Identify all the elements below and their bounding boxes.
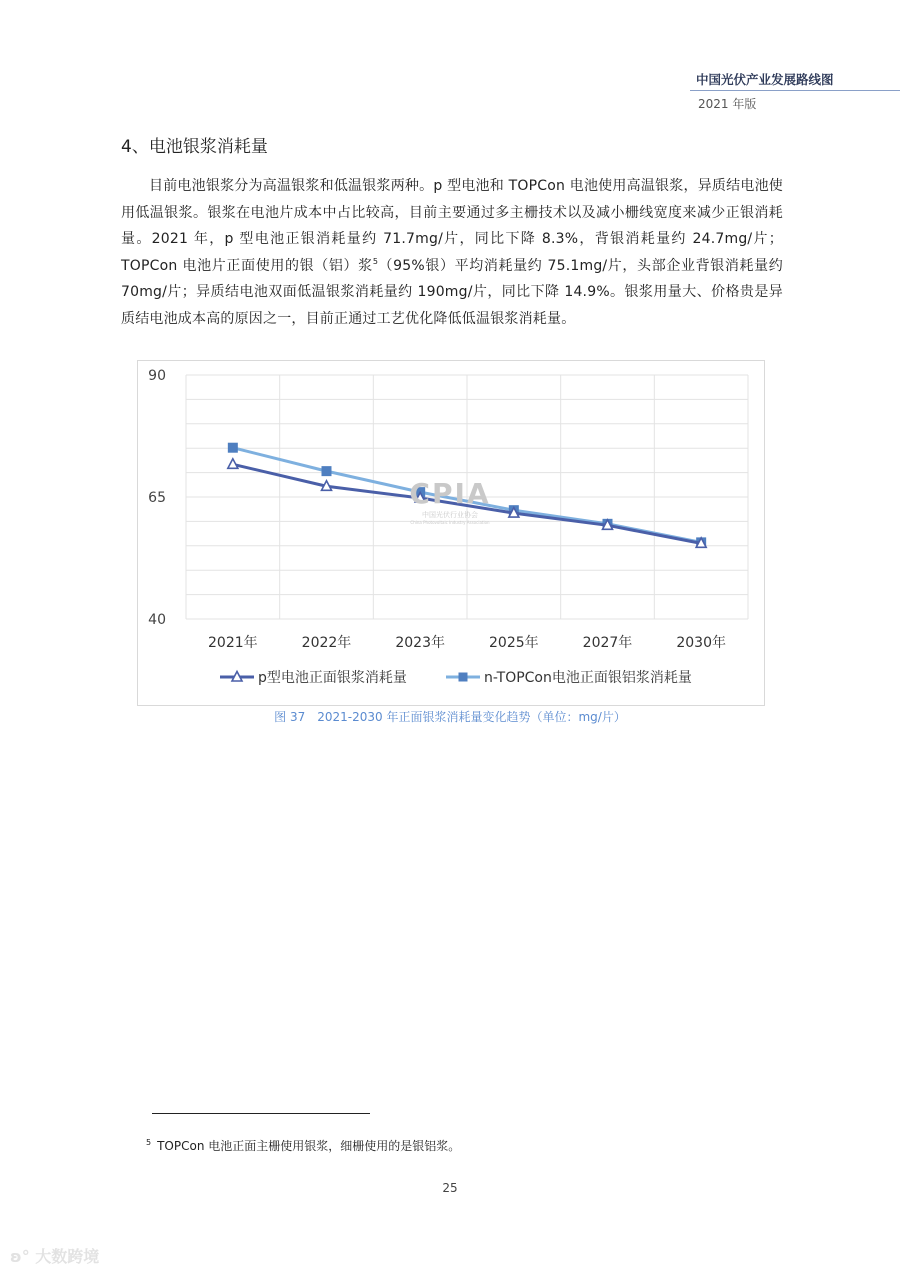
x-tick-label: 2023年 xyxy=(395,635,445,651)
chart-svg xyxy=(138,361,764,705)
footnote-reference[interactable]: 5 xyxy=(372,256,379,266)
corner-brand-text: 大数跨境 xyxy=(35,1247,100,1266)
figure-caption: 图 37 2021-2030 年正面银浆消耗量变化趋势（单位：mg/片） xyxy=(274,710,626,724)
x-tick-label: 2022年 xyxy=(301,635,352,651)
paragraph-text-part1: 目前电池银浆分为高温银浆和低温银浆两种。p 型电池和 TOPCon 电池使用高温银浆，异质结电池使用低温银浆。银浆在电池片成本中占比较高，目前主要通过多主栅技术以及减小栅线宽度来减少正银消耗量。2021 年，p 型电池正银消耗量约 71.7mg/片，同比下降 8.3%，背银消耗量约 24.7mg/片；TOPCon 电池片正面使用的银（铝）浆 xyxy=(121,178,783,274)
legend-marker-square xyxy=(459,673,468,682)
y-tick-label: 40 xyxy=(148,612,166,628)
data-point-square xyxy=(228,443,237,452)
legend-label: p型电池正面银浆消耗量 xyxy=(258,670,407,686)
watermark-logo: CPIA xyxy=(409,477,491,510)
paragraph-text-part2: （95%银）平均消耗量约 75.1mg/片，头部企业背银消耗量约 70mg/片；异质结电池双面低温银浆消耗量约 190mg/片，同比下降 14.9%。银浆用量大、价格贵是异质结电池成本高的原因之一，目前正通过工艺优化降低低温银浆消耗量。 xyxy=(121,257,783,327)
x-tick-label: 2021年 xyxy=(208,635,258,651)
data-point-square xyxy=(322,467,331,476)
watermark-name: 中国光伏行业协会 xyxy=(422,511,478,519)
body-paragraph xyxy=(121,173,783,332)
watermark-english: China Photovoltaic Industry Association xyxy=(410,520,490,525)
running-header-title: 中国光伏产业发展路线图 xyxy=(696,72,834,87)
header-rule xyxy=(690,90,900,91)
x-tick-label: 2025年 xyxy=(489,635,539,651)
line-chart xyxy=(137,360,765,706)
corner-brand-logo: ʚ° 大数跨境 xyxy=(10,1247,100,1266)
y-tick-label: 90 xyxy=(148,368,166,384)
section-heading: 4、电池银浆消耗量 xyxy=(121,137,268,157)
x-tick-label: 2030年 xyxy=(676,635,726,651)
data-point-triangle xyxy=(228,459,238,469)
footnote-number: 5 xyxy=(146,1138,152,1147)
x-tick-label: 2027年 xyxy=(582,635,633,651)
legend-label: n-TOPCon电池正面银铝浆消耗量 xyxy=(484,670,692,686)
page-number: 25 xyxy=(442,1181,458,1195)
footnote-rule xyxy=(152,1113,370,1114)
footnote-text: TOPCon 电池正面主栅使用银浆，细栅使用的是银铝浆。 xyxy=(157,1139,461,1153)
footnote xyxy=(146,1137,460,1154)
y-tick-label: 65 xyxy=(148,490,166,506)
running-header-edition: 2021 年版 xyxy=(698,97,757,111)
